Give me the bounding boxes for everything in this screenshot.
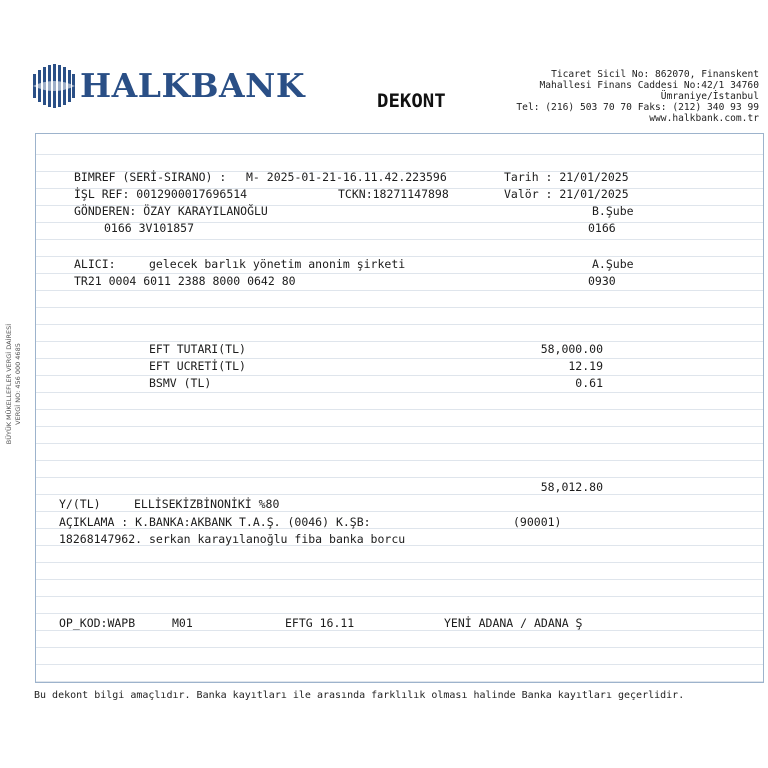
transaction-ref: İŞL REF: 0012900017696514 xyxy=(74,187,248,201)
company-line: Ticaret Sicil No: 862070, Finanskent xyxy=(551,69,759,80)
bsmv-value: 0.61 xyxy=(575,376,603,390)
company-line: Ümraniye/İstanbul xyxy=(660,91,759,102)
sender-name: GÖNDEREN: ÖZAY KARAYILANOĞLU xyxy=(74,204,268,218)
bimref-label: BIMREF (SERİ-SIRANO) : xyxy=(74,170,227,184)
tax-office-side-text xyxy=(5,294,23,474)
document-title: DEKONT xyxy=(377,90,446,112)
side-line: VERGİ NO: 456 000 4685 xyxy=(14,343,22,425)
description-line-2: 18268147962. serkan karayılanoğlu fiba banka borcu xyxy=(59,532,406,546)
eft-fee-label: EFT UCRETİ(TL) xyxy=(149,359,246,373)
receiver-iban: TR21 0004 6011 2388 8000 0642 80 xyxy=(74,274,296,288)
disclaimer: Bu dekont bilgi amaçlıdır. Banka kayıtları ile arasında farklılık olması halinde Banka kayıtları geçerlidir. xyxy=(34,690,685,701)
bimref-value: M- 2025-01-21-16.11.42.223596 xyxy=(246,170,447,184)
m-code: M01 xyxy=(172,616,193,630)
receiver-branch-label: A.Şube xyxy=(592,257,634,271)
company-line: Mahallesi Finans Caddesi No:42/1 34760 xyxy=(539,80,759,91)
transaction-date: Tarih : 21/01/2025 xyxy=(504,170,629,184)
amount-in-words-label: Y/(TL) xyxy=(59,497,101,511)
sender-account: 0166 3V101857 xyxy=(104,221,195,235)
eftg-code: EFTG 16.11 xyxy=(285,616,355,630)
eft-amount-label: EFT TUTARI(TL) xyxy=(149,342,246,356)
bsmv-label: BSMV (TL) xyxy=(149,376,212,390)
description: AÇIKLAMA : K.BANKA:AKBANK T.A.Ş. (0046) K.ŞB: xyxy=(59,515,371,529)
receiver-label: ALICI: xyxy=(74,257,116,271)
total-amount: 58,012.80 xyxy=(540,480,603,494)
operation-code: OP_KOD:WAPB xyxy=(59,616,136,630)
bank-logo xyxy=(33,64,305,108)
branch-name: YENİ ADANA / ADANA Ş xyxy=(444,616,583,630)
amount-in-words: ELLİSEKİZBİNONİKİ %80 xyxy=(134,497,280,511)
receipt-form xyxy=(35,133,764,683)
description-code: (90001) xyxy=(513,515,562,529)
side-line: BÜYÜK MÜKELLEFLER VERGİ DAİRESİ xyxy=(5,323,13,445)
eft-amount-value: 58,000.00 xyxy=(540,342,603,356)
sender-branch-label: B.Şube xyxy=(592,204,634,218)
sender-branch-code: 0166 xyxy=(588,221,616,235)
company-line: Tel: (216) 503 70 70 Faks: (212) 340 93 99 xyxy=(516,102,759,113)
company-info xyxy=(516,69,759,124)
company-line: www.halkbank.com.tr xyxy=(649,113,759,124)
receiver-name: gelecek barlık yönetim anonim şirketi xyxy=(149,257,406,271)
eft-fee-value: 12.19 xyxy=(568,359,603,373)
receiver-branch-code: 0930 xyxy=(588,274,616,288)
tckn: TCKN:18271147898 xyxy=(338,187,449,201)
bank-name: HALKBANK xyxy=(80,66,306,105)
value-date: Valör : 21/01/2025 xyxy=(504,187,629,201)
halkbank-logo-icon xyxy=(33,64,75,108)
